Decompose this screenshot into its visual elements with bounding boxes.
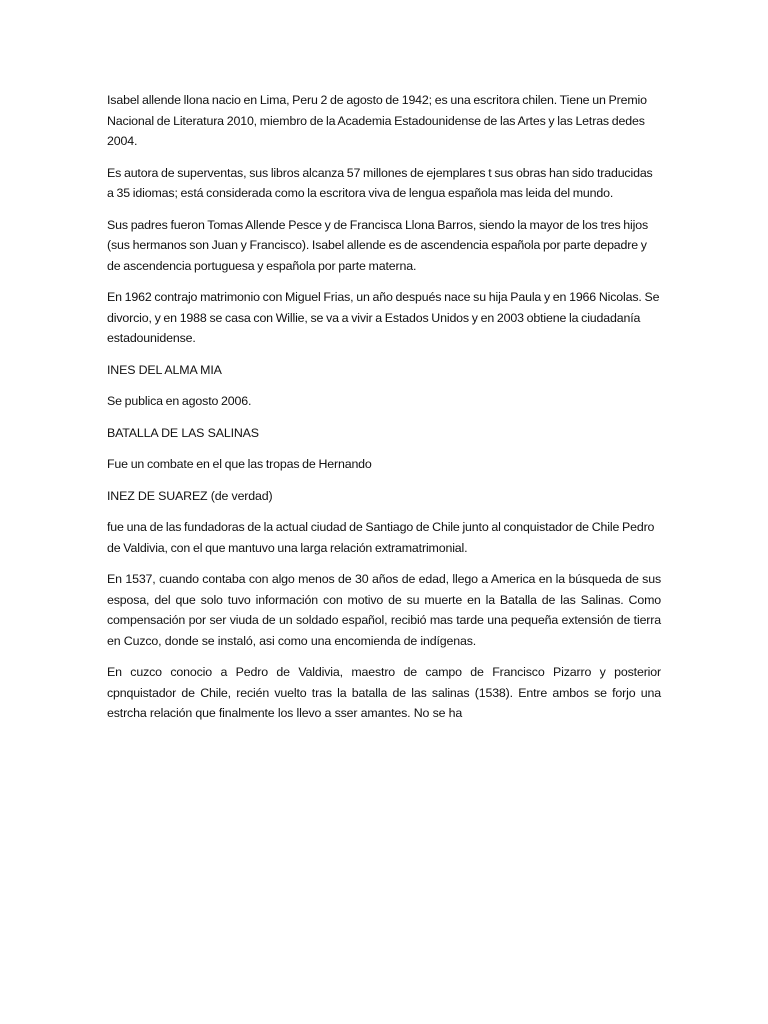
- paragraph-parents: Sus padres fueron Tomas Allende Pesce y de Francisca Llona Barros, siendo la mayor de los tres hijos (sus hermanos son Juan y Francisco). Isabel allende es de ascendencia española por parte depadre y de ascendencia portuguesa y española por parte materna.: [107, 217, 649, 273]
- paragraph-fundadora: fue una de las fundadoras de la actual ciudad de Santiago de Chile junto al conquistador de Chile Pedro de Valdivia, con el que mantuvo una larga relación extramatrimonial.: [107, 520, 655, 555]
- paragraph-bestseller: Es autora de superventas, sus libros alcanza 57 millones de ejemplares t sus obras han sido traducidas a 35 idiomas; está considerada como la escritora viva de lengua española mas leida del mundo.: [107, 165, 653, 200]
- heading-batalla-de-las-salinas: BATALLA DE LAS SALINAS: [107, 425, 259, 440]
- paragraph-cuzco: En cuzco conocio a Pedro de Valdivia, maestro de campo de Francisco Pizarro y posterior cpnquistador de Chile, recién vuelto tras la batalla de las salinas (1538). Entre ambos se forjo una estrcha relación que finalmente los llevo a sser amantes. No se ha: [107, 665, 661, 720]
- paragraph-publication: Se publica en agosto 2006.: [107, 394, 252, 408]
- paragraph-1537: En 1537, cuando contaba con algo menos de 30 años de edad, llego a America en la búsqueda de sus esposa, del que solo tuvo información con motivo de su muerte en la Batalla de las Salinas. Como compensación por ser viuda de un soldado español, recibió mas tarde una pequeña extensión de tierra en Cuzco, donde se instaló, asi como una encomienda de indígenas.: [107, 572, 661, 648]
- document-page: [107, 90, 661, 735]
- paragraph-combate: Fue un combate en el que las tropas de Hernando: [107, 457, 372, 471]
- paragraph-biography: Isabel allende llona nacio en Lima, Peru 2 de agosto de 1942; es una escritora chilen. Tiene un Premio Nacional de Literatura 2010, miembro de la Academia Estadounidense de las Artes y las Letras dedes 2004.: [107, 93, 647, 148]
- heading-inez-de-suarez: INEZ DE SUAREZ (de verdad): [107, 488, 273, 503]
- paragraph-marriage: En 1962 contrajo matrimonio con Miguel Frias, un año después nace su hija Paula y en 1966 Nicolas. Se divorcio, y en 1988 se casa con Willie, se va a vivir a Estados Unidos y en 2003 obtiene la ciudadanía estadounidense.: [107, 290, 660, 345]
- heading-ines-del-alma-mia: INES DEL ALMA MIA: [107, 362, 222, 377]
